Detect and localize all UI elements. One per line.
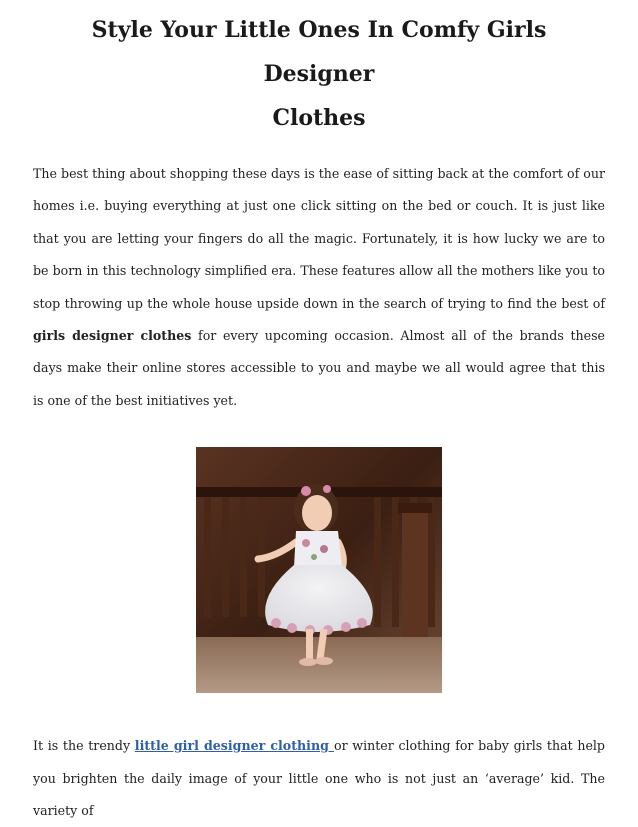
little-girl-designer-clothing-link[interactable]: little girl designer clothing bbox=[134, 738, 334, 754]
page-title bbox=[33, 8, 605, 140]
intro-bold-keyword: girls designer clothes bbox=[33, 328, 192, 344]
figure bbox=[33, 447, 605, 693]
title-line-2: Clothes bbox=[272, 105, 366, 131]
second-text-end: or winter clothing for baby girls that help you brighten the daily image of your little one who is not just an ‘average’ kid. The variety of bbox=[33, 738, 605, 819]
second-paragraph bbox=[33, 730, 605, 827]
title-line-1: Style Your Little Ones In Comfy Girls Designer bbox=[91, 17, 547, 87]
photo-illustration bbox=[196, 447, 442, 693]
intro-text-start: The best thing about shopping these days is the ease of sitting back at the comfort of our homes i.e. buying everything at just one click sitting on the bed or couch. It is just like that you are letting your fingers do all the magic. Fortunately, it is how lucky we are to be born in this technology simplified era. These features allow all the mothers like you to stop throwing up the whole house upside down in the search of trying to find the best of bbox=[33, 166, 605, 311]
intro-paragraph bbox=[33, 158, 605, 417]
second-text-start: It is the trendy bbox=[33, 738, 135, 754]
intro-text-end: for every upcoming occasion. Almost all of the brands these days make their online stores accessible to you and maybe we all would agree that this is one of the best initiatives yet. bbox=[33, 328, 605, 408]
girl-dress-photo bbox=[196, 447, 442, 693]
